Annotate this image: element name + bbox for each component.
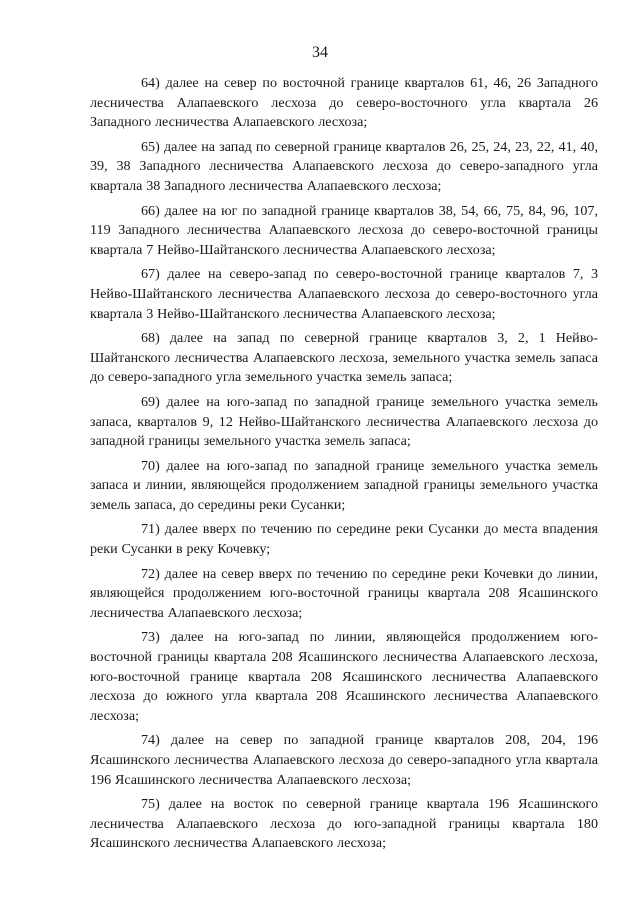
paragraph-64: 64) далее на север по восточной границе кварталов 61, 46, 26 Западного лесничества Алапаевского лесхоза до северо-восточного угла квартала 26 Западного лесничества Алапаевского лесхоза; [90,75,598,131]
paragraph-72: 72) далее на север вверх по течению по середине реки Кочевки до линии, являющейся продолжением юго-восточной границы квартала 208 Ясашинского лесничества Алапаевского лесхоза; [90,565,598,621]
paragraph-68: 68) далее на запад по северной границе кварталов 3, 2, 1 Нейво-Шайтанского лесничества Алапаевского лесхоза, земельного участка земель запаса до северо-западного угла земельного участка земель запаса; [90,330,598,386]
page-number: 34 [312,44,328,61]
paragraph-71: 71) далее вверх по течению по середине реки Сусанки до места впадения реки Сусанки в реку Кочевку; [90,521,598,558]
document-body [90,74,598,859]
paragraph-73: 73) далее на юго-запад по линии, являющейся продолжением юго-восточной границы квартала 208 Ясашинского лесничества Алапаевского лесхоза, юго-восточной границе квартала 208 Ясашинского лесничества Алапаевского лесхоза до южного угла квартала 208 Ясашинского лесничества Алапаевского лесхоза; [90,629,598,724]
paragraph-70: 70) далее на юго-запад по западной границе земельного участка земель запаса и линии, являющейся продолжением западной границы земельного участка земель запаса, до середины реки Сусанки; [90,457,598,513]
paragraph-75: 75) далее на восток по северной границе квартала 196 Ясашинского лесничества Алапаевского лесхоза до юго-западной границы квартала 180 Ясашинского лесничества Алапаевского лесхоза; [90,796,598,852]
paragraph-69: 69) далее на юго-запад по западной границе земельного участка земель запаса, кварталов 9, 12 Нейво-Шайтанского лесничества Алапаевского лесхоза до западной границы земельного участка земель запаса; [90,393,598,450]
paragraph-66: 66) далее на юг по западной границе кварталов 38, 54, 66, 75, 84, 96, 107, 119 Западного лесничества Алапаевского лесхоза до северо-восточной границы квартала 7 Нейво-Шайтанского лесничества Алапаевского лесхоза; [90,202,598,258]
paragraph-65: 65) далее на запад по северной границе кварталов 26, 25, 24, 23, 22, 41, 40, 39, 38 Западного лесничества Алапаевского лесхоза до северо-западного угла квартала 38 Западного лесничества Алапаевского лесхоза; [90,138,598,194]
paragraph-74: 74) далее на север по западной границе кварталов 208, 204, 196 Ясашинского лесничества Алапаевского лесхоза до северо-западного угла квартала 196 Ясашинского лесничества Алапаевского лесхоза; [90,732,598,788]
paragraph-67: 67) далее на северо-запад по северо-восточной границе кварталов 7, 3 Нейво-Шайтанского лесничества Алапаевского лесхоза до северо-восточного угла квартала 3 Нейво-Шайтанского лесничества Алапаевского лесхоза; [90,266,598,322]
